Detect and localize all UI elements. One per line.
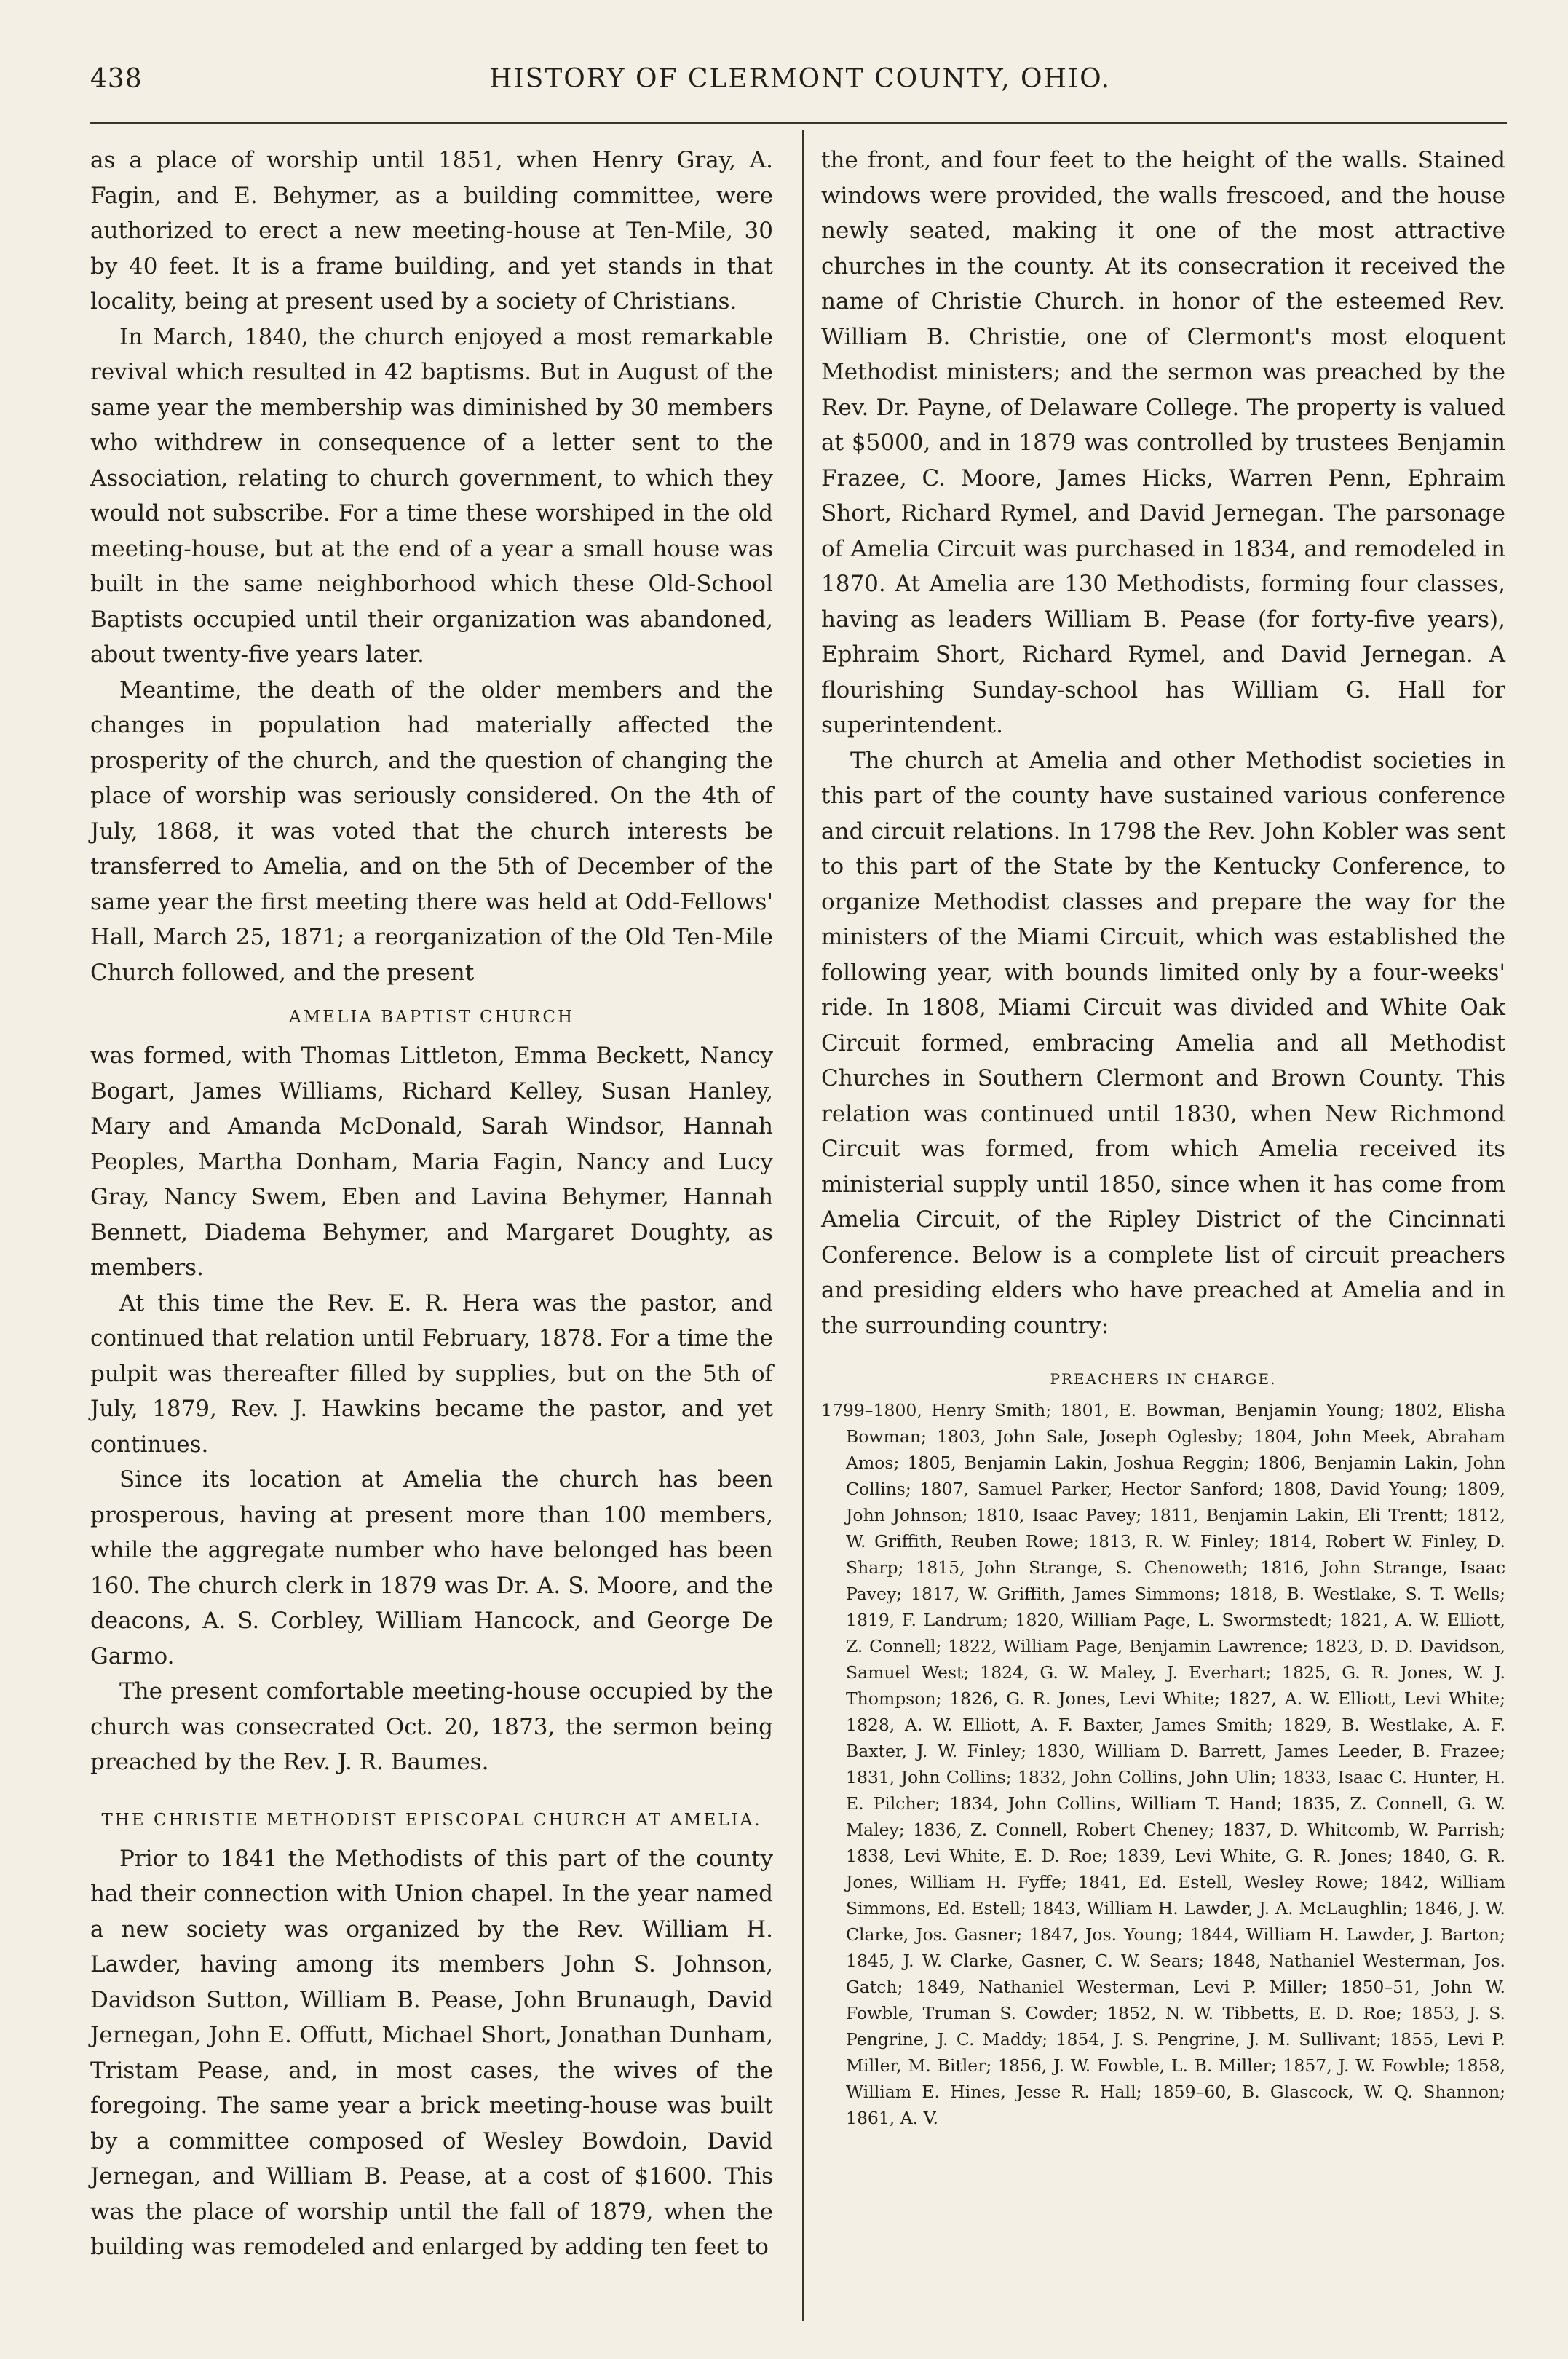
right-column bbox=[821, 143, 1505, 2131]
column-divider bbox=[802, 130, 804, 2321]
section-heading-christie-methodist: THE CHRISTIE METHODIST EPISCOPAL CHURCH AT AMELIA. bbox=[101, 1810, 762, 1830]
paragraph: as a place of worship until 1851, when Henry Gray, A. Fagin, and E. Behymer, as a building committee, were authorized to erect a new meeting-house at Ten-Mile, 30 by 40 feet. It is a frame building, and yet stands in that locality, being at present used by a society of Christians. bbox=[90, 147, 773, 315]
preachers-list: 1799–1800, Henry Smith; 1801, E. Bowman, Benjamin Young; 1802, Elisha Bowman; 1803, John Sale, Joseph Oglesby; 1804, John Meek, Abraham Amos; 1805, Benjamin Lakin, Joshua Reggin; 1806, Benjamin Lakin, John Collins; 1807, Samuel Parker, Hector Sanford; 1808, David Young; 1809, John Johnson; 1810, Isaac Pavey; 1811, Benjamin Lakin, Eli Trentt; 1812, W. Griffith, Reuben Rowe; 1813, R. W. Finley; 1814, Robert W. Finley, D. Sharp; 1815, John Strange, S. Chenoweth; 1816, John Strange, Isaac Pavey; 1817, W. Griffith, James Simmons; 1818, B. Westlake, S. T. Wells; 1819, F. Landrum; 1820, William Page, L. Swormstedt; 1821, A. W. Elliott, Z. Connell; 1822, William Page, Benjamin Lawrence; 1823, D. D. Davidson, Samuel West; 1824, G. W. Maley, J. Everhart; 1825, G. R. Jones, W. J. Thompson; 1826, G. R. Jones, Levi White; 1827, A. W. Elliott, Levi White; 1828, A. W. Elliott, A. F. Baxter, James Smith; 1829, B. Westlake, A. F. Baxter, J. W. Finley; 1830, William D. Barrett, James Leeder, B. Frazee; 1831, John Collins; 1832, John Collins, John Ulin; 1833, Isaac C. Hunter, H. E. Pilcher; 1834, John Collins, William T. Hand; 1835, Z. Connell, G. W. Maley; 1836, Z. Connell, Robert Cheney; 1837, D. Whitcomb, W. Parrish; 1838, Levi White, E. D. Roe; 1839, Levi White, G. R. Jones; 1840, G. R. Jones, William H. Fyffe; 1841, Ed. Estell, Wesley Rowe; 1842, William Simmons, Ed. Estell; 1843, William H. Lawder, J. A. McLaughlin; 1846, J. W. Clarke, Jos. Gasner; 1847, Jos. Young; 1844, William H. Lawder, J. Barton; 1845, J. W. Clarke, Gasner, C. W. Sears; 1848, Nathaniel Westerman, Jos. Gatch; 1849, Nathaniel Westerman, Levi P. Miller; 1850–51, John W. Fowble, Truman S. Cowder; 1852, N. W. Tibbetts, E. D. Roe; 1853, J. S. Pengrine, J. C. Maddy; 1854, J. S. Pengrine, J. M. Sullivant; 1855, Levi P. Miller, M. Bitler; 1856, J. W. Fowble, L. B. Miller; 1857, J. W. Fowble; 1858, William E. Hines, Jesse R. Hall; 1859–60, B. Glascock, W. Q. Shannon; 1861, A. V. bbox=[821, 1400, 1505, 2128]
header-rule bbox=[90, 122, 1507, 124]
paragraph: Meantime, the death of the older members and the changes in population had materially affected the prosperity of the church, and the question of changing the place of worship was seriously considered. On the 4th of July, 1868, it was voted that the church interests be transferred to Amelia, and on the 5th of December of the same year the first meeting there was held at Odd-Fellows' Hall, March 25, 1871; a reorganization of the Old Ten-Mile Church followed, and the present bbox=[90, 676, 773, 986]
paragraph: was formed, with Thomas Littleton, Emma Beckett, Nancy Bogart, James Williams, Richard Kelley, Susan Hanley, Mary and Amanda McDonald, Sarah Windsor, Hannah Peoples, Martha Donham, Maria Fagin, Nancy and Lucy Gray, Nancy Swem, Eben and Lavina Behymer, Hannah Bennett, Diadema Behymer, and Margaret Doughty, as members. bbox=[90, 1043, 773, 1281]
paragraph: At this time the Rev. E. R. Hera was the pastor, and continued that relation until February, 1878. For a time the pulpit was thereafter filled by supplies, but on the 5th of July, 1879, Rev. J. Hawkins became the pastor, and yet continues. bbox=[90, 1289, 773, 1458]
page-header bbox=[90, 57, 1510, 108]
section-heading-preachers: PREACHERS IN CHARGE. bbox=[1050, 1370, 1277, 1388]
paragraph: Prior to 1841 the Methodists of this part of the county had their connection with Union chapel. In the year named a new society was organized by the Rev. William H. Lawder, having among its members John S. Johnson, Davidson Sutton, William B. Pease, John Brunaugh, David Jernegan, John E. Offutt, Michael Short, Jonathan Dunham, Tristam Pease, and, in most cases, the wives of the foregoing. The same year a brick meeting-house was built by a committee composed of Wesley Bowdoin, David Jernegan, and William B. Pease, at a cost of $1600. This was the place of worship until the fall of 1879, when the building was remodeled and enlarged by adding ten feet to bbox=[90, 1845, 773, 2260]
paragraph: the front, and four feet to the height of the walls. Stained windows were provided, the walls frescoed, and the house newly seated, making it one of the most attractive churches in the county. At its consecration it received the name of Christie Church. in honor of the esteemed Rev. William B. Christie, one of Clermont's most eloquent Methodist ministers; and the sermon was preached by the Rev. Dr. Payne, of Delaware College. The property is valued at $5000, and in 1879 was controlled by trustees Benjamin Frazee, C. Moore, James Hicks, Warren Penn, Ephraim Short, Richard Rymel, and David Jernegan. The parsonage of Amelia Circuit was purchased in 1834, and remodeled in 1870. At Amelia are 130 Methodists, forming four classes, having as leaders William B. Pease (for forty-five years), Ephraim Short, Richard Rymel, and David Jernegan. A flourishing Sunday-school has William G. Hall for superintendent. bbox=[821, 147, 1505, 738]
page-number: 438 bbox=[90, 64, 143, 94]
section-heading-amelia-baptist: AMELIA BAPTIST CHURCH bbox=[288, 1008, 575, 1027]
paragraph: The church at Amelia and other Methodist societies in this part of the county have sustained various conference and circuit relations. In 1798 the Rev. John Kobler was sent to this part of the State by the Kentucky Conference, to organize Methodist classes and prepare the way for the ministers of the Miami Circuit, which was established the following year, with bounds limited only by a four-weeks' ride. In 1808, Miami Circuit was divided and White Oak Circuit formed, embracing Amelia and all Methodist Churches in Southern Clermont and Brown County. This relation was continued until 1830, when New Richmond Circuit was formed, from which Amelia received its ministerial supply until 1850, since when it has come from Amelia Circuit, of the Ripley District of the Cincinnati Conference. Below is a complete list of circuit preachers and presiding elders who have preached at Amelia and in the surrounding country: bbox=[821, 747, 1505, 1339]
running-title: HISTORY OF CLERMONT COUNTY, OHIO. bbox=[488, 64, 1111, 94]
paragraph: In March, 1840, the church enjoyed a most remarkable revival which resulted in 42 baptisms. But in August of the same year the membership was diminished by 30 members who withdrew in consequence of a letter sent to the Association, relating to church government, to which they would not subscribe. For a time these worshiped in the old meeting-house, but at the end of a year a small house was built in the same neighborhood which these Old-School Baptists occupied until their organization was abandoned, about twenty-five years later. bbox=[90, 323, 773, 668]
paragraph: Since its location at Amelia the church has been prosperous, having at present more than 100 members, while the aggregate number who have belonged has been 160. The church clerk in 1879 was Dr. A. S. Moore, and the deacons, A. S. Corbley, William Hancock, and George De Garmo. bbox=[90, 1466, 773, 1670]
left-column bbox=[90, 143, 773, 2265]
paragraph: The present comfortable meeting-house occupied by the church was consecrated Oct. 20, 1873, the sermon being preached by the Rev. J. R. Baumes. bbox=[90, 1678, 773, 1775]
